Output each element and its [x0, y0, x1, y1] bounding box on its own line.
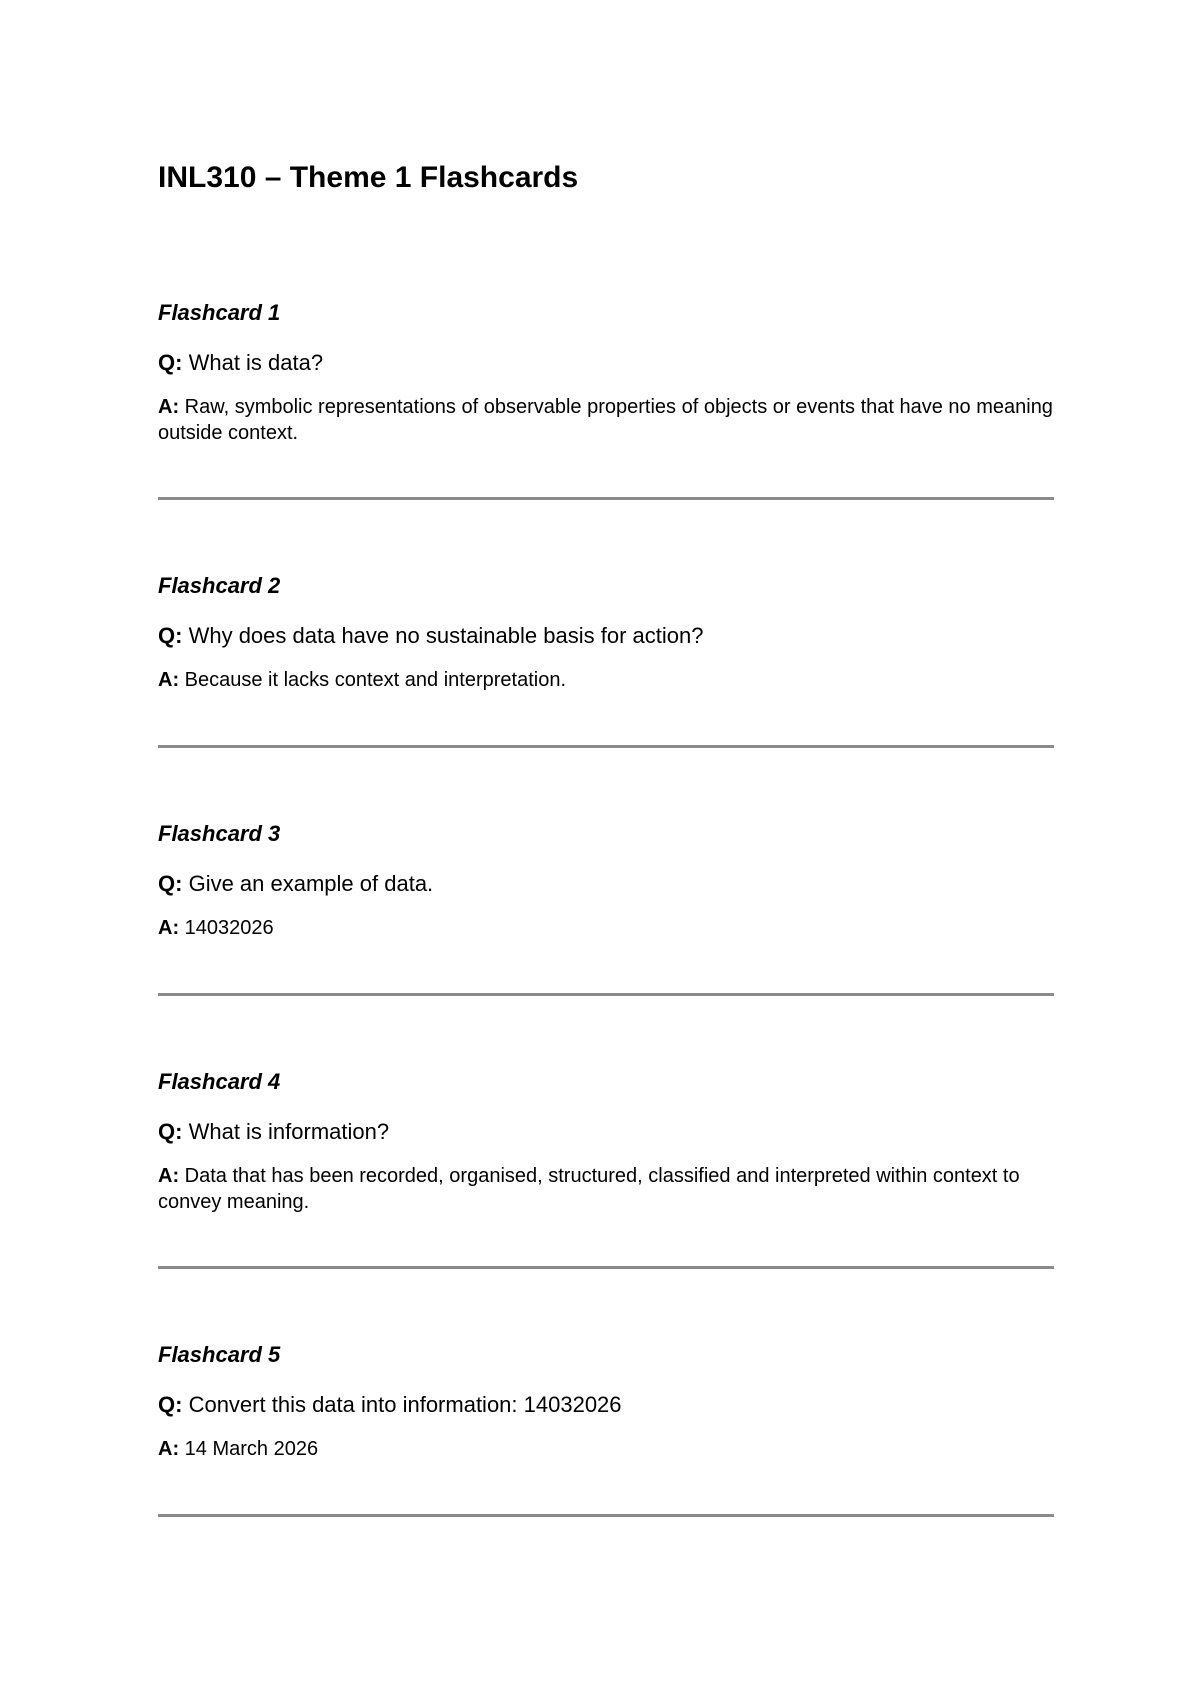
divider: [158, 1266, 1054, 1269]
answer-text: Because it lacks context and interpretation.: [184, 669, 566, 691]
question-text: Give an example of data.: [188, 871, 434, 896]
flashcard-2: [158, 569, 1054, 693]
flashcard-5: [158, 1338, 1054, 1462]
flashcard-1: [158, 296, 1054, 446]
flashcard-answer: [158, 667, 1054, 693]
document-title: INL310 – Theme 1 Flashcards: [158, 161, 579, 194]
answer-text: Raw, symbolic representations of observable properties of objects or events that have no meaning outside context.: [158, 396, 1053, 444]
question-label: Q:: [158, 1119, 183, 1144]
answer-label: A:: [158, 917, 180, 939]
divider: [158, 993, 1054, 996]
question-label: Q:: [158, 1392, 183, 1417]
question-text: Convert this data into information: 14032026: [188, 1392, 622, 1417]
flashcard-question: [158, 1390, 1054, 1420]
flashcard-question: [158, 621, 1054, 651]
question-text: Why does data have no sustainable basis for action?: [188, 623, 704, 648]
flashcard-question: [158, 869, 1054, 899]
flashcard-answer: [158, 1163, 1054, 1215]
question-text: What is data?: [188, 350, 324, 375]
question-label: Q:: [158, 871, 183, 896]
flashcard-title: Flashcard 3: [158, 821, 281, 846]
answer-label: A:: [158, 669, 180, 691]
question-label: Q:: [158, 623, 183, 648]
divider: [158, 497, 1054, 500]
divider: [158, 1514, 1054, 1517]
flashcard-3: [158, 817, 1054, 941]
flashcard-title: Flashcard 5: [158, 1342, 281, 1367]
answer-text: 14032026: [184, 917, 274, 939]
flashcard-title: Flashcard 1: [158, 300, 281, 325]
flashcard-answer: [158, 915, 1054, 941]
flashcard-question: [158, 348, 1054, 378]
divider: [158, 745, 1054, 748]
flashcard-title: Flashcard 2: [158, 573, 281, 598]
flashcard-4: [158, 1065, 1054, 1215]
answer-label: A:: [158, 1165, 180, 1187]
answer-text: 14 March 2026: [184, 1438, 319, 1460]
flashcard-title: Flashcard 4: [158, 1069, 281, 1094]
flashcard-question: [158, 1117, 1054, 1147]
question-label: Q:: [158, 350, 183, 375]
answer-text: Data that has been recorded, organised, structured, classified and interpreted within context to convey meaning.: [158, 1165, 1020, 1213]
flashcard-answer: [158, 394, 1054, 446]
question-text: What is information?: [188, 1119, 390, 1144]
answer-label: A:: [158, 396, 180, 418]
answer-label: A:: [158, 1438, 180, 1460]
flashcard-answer: [158, 1436, 1054, 1462]
